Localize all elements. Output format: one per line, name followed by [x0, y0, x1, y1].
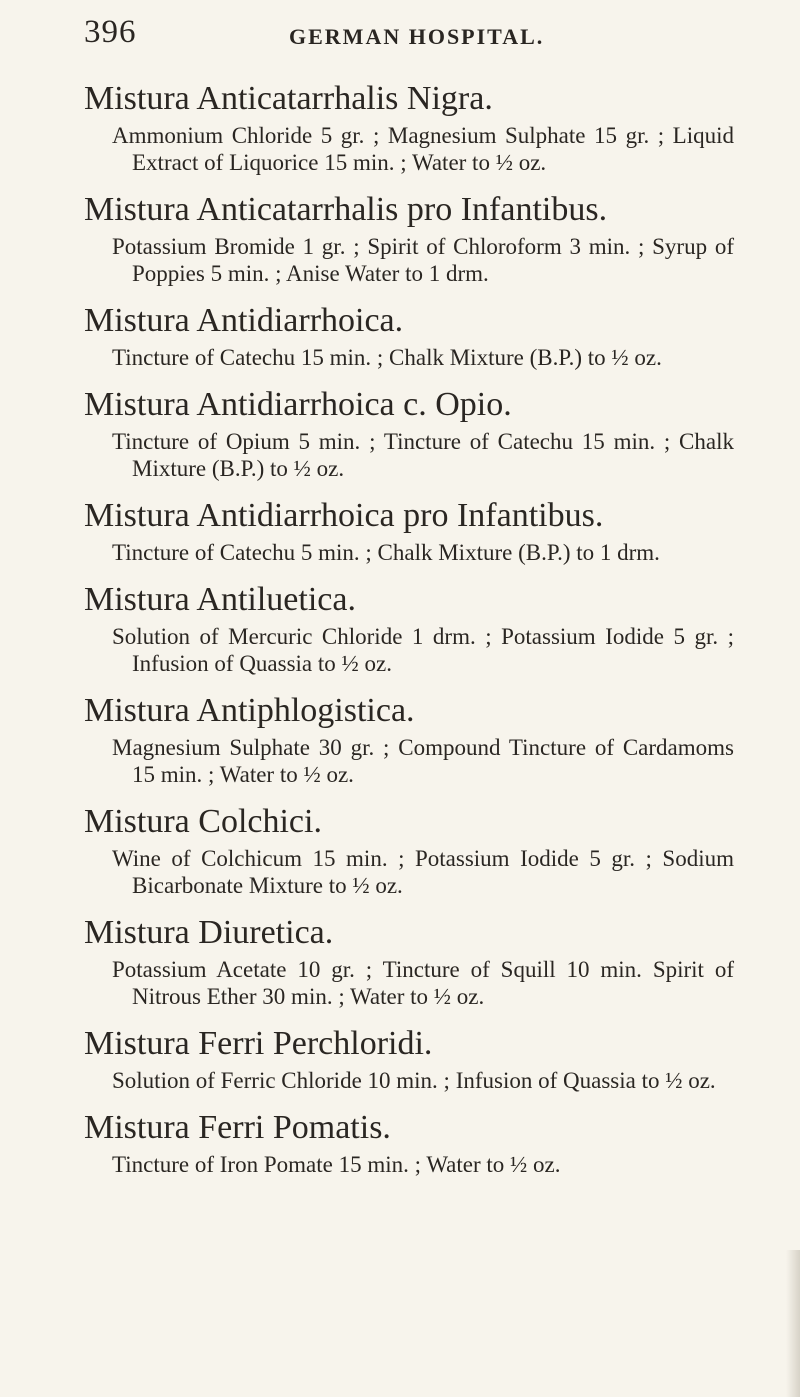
entry-ingredients: Wine of Colchicum 15 min. ; Potassium Iodide 5 gr. ; Sodium Bicarbonate Mixture to ½ oz. [112, 846, 734, 898]
entry-ingredients: Tincture of Catechu 5 min. ; Chalk Mixture (B.P.) to 1 drm. [112, 540, 660, 565]
formulary-entry [84, 799, 734, 899]
formulary-entries [84, 76, 734, 1189]
entry-ingredients: Solution of Ferric Chloride 10 min. ; Infusion of Quassia to ½ oz. [112, 1068, 716, 1093]
formulary-entry [84, 577, 734, 677]
formulary-entry [84, 1105, 734, 1178]
entry-title: Mistura Diuretica. [84, 914, 334, 951]
entry-ingredients: Tincture of Opium 5 min. ; Tincture of Catechu 15 min. ; Chalk Mixture (B.P.) to ½ oz. [112, 429, 734, 481]
entry-ingredients: Ammonium Chloride 5 gr. ; Magnesium Sulphate 15 gr. ; Liquid Extract of Liquorice 15 min. ; Water to ½ oz. [112, 123, 734, 175]
entry-title: Mistura Ferri Pomatis. [84, 1109, 391, 1146]
page-edge-shadow [786, 1250, 800, 1397]
entry-title: Mistura Antiluetica. [84, 581, 356, 618]
formulary-entry [84, 187, 734, 287]
entry-ingredients: Tincture of Catechu 15 min. ; Chalk Mixture (B.P.) to ½ oz. [112, 345, 662, 370]
running-head: GERMAN HOSPITAL. [289, 24, 545, 49]
formulary-entry [84, 688, 734, 788]
formulary-entry [84, 382, 734, 482]
entry-ingredients: Tincture of Iron Pomate 15 min. ; Water to ½ oz. [112, 1152, 561, 1177]
formulary-entry [84, 493, 734, 566]
formulary-entry [84, 298, 734, 371]
page-number: 396 [84, 14, 137, 50]
entry-ingredients: Potassium Acetate 10 gr. ; Tincture of Squill 10 min. Spirit of Nitrous Ether 30 min. ; Water to ½ oz. [112, 957, 734, 1009]
entry-title: Mistura Anticatarrhalis pro Infantibus. [84, 191, 608, 228]
entry-title: Mistura Antidiarrhoica pro Infantibus. [84, 497, 604, 534]
formulary-entry [84, 1021, 734, 1094]
page-header [84, 14, 724, 64]
entry-ingredients: Magnesium Sulphate 30 gr. ; Compound Tincture of Cardamoms 15 min. ; Water to ½ oz. [112, 735, 734, 787]
entry-title: Mistura Ferri Perchloridi. [84, 1025, 433, 1062]
formulary-entry [84, 76, 734, 176]
entry-ingredients: Potassium Bromide 1 gr. ; Spirit of Chloroform 3 min. ; Syrup of Poppies 5 min. ; Anise Water to 1 drm. [112, 234, 734, 286]
formulary-entry [84, 910, 734, 1010]
entry-title: Mistura Antidiarrhoica. [84, 302, 404, 339]
entry-title: Mistura Colchici. [84, 803, 322, 840]
entry-title: Mistura Antiphlogistica. [84, 692, 415, 729]
entry-ingredients: Solution of Mercuric Chloride 1 drm. ; Potassium Iodide 5 gr. ; Infusion of Quassia to ½ oz. [112, 624, 734, 676]
entry-title: Mistura Antidiarrhoica c. Opio. [84, 386, 512, 423]
entry-title: Mistura Anticatarrhalis Nigra. [84, 80, 493, 117]
